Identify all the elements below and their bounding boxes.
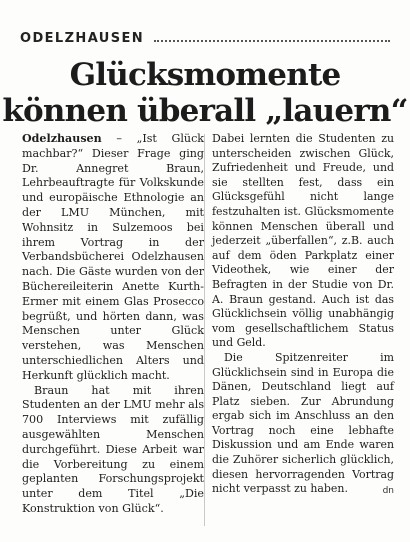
article-paragraph-4 [212, 351, 394, 497]
article-paragraph-2: Braun hat mit ihren Studenten an der LMU mehr als 700 Interviews mit zufällig ausgewählten Menschen durchgeführt. Diese Arbeit war die Vorbereitung zu einem geplanten Forschungsprojekt unter dem Titel „Die Konstruktion von Glück“. [22, 383, 205, 515]
paragraph-4-text: Die Spitzenreiter im Glücklichsein sind in Europa die Dänen, Deutschland liegt auf Platz sieben. Zur Abrundung ergab sich im Anschluss an den Vortrag noch eine lebhafte Diskussion und am Ende waren die Zuhörer sicherlich glücklich, diesen hervorragenden Vortrag nicht verpasst zu haben. [212, 350, 394, 496]
location-kicker: ODELZHAUSEN [20, 30, 145, 46]
author-byline: dn [382, 486, 394, 497]
lead-dateline: Odelzhausen [22, 132, 102, 145]
headline-line-1: Glücksmomente [69, 57, 341, 93]
article-column-right [212, 132, 394, 499]
dotted-rule [154, 40, 390, 42]
article-paragraph-3: Dabei lernten die Studenten zu unterscheiden zwischen Glück, Zufriedenheit und Freude, und sie stellten fest, dass ein Glücksgefühl nicht lange festzuhalten ist. Glücksmomente können Menschen überall und jederzeit „überfallen“, z.B. auch auf dem öden Parkplatz einer Videothek, wie einer der Befragten in der Studie von Dr. A. Braun gestand. Auch ist das Glücklichsein völlig unabhängig vom gesellschaftlichem Status und Geld. [212, 132, 394, 350]
kicker-row [20, 30, 390, 46]
paragraph-1-text: – „Ist Glück machbar?“ Dieser Frage ging Dr. Annegret Braun, Lehrbeauftragte für Volkskunde und europäische Ethnologie an der LMU München, mit Wohnsitz in Sulzemoos bei ihrem Vortrag in der Verbandsbücherei Odelzhausen nach. Die Gäste wurden von der Büchereileiterin Anette Kurth-Ermer mit einem Glas Prosecco begrüßt, und hörten dann, was Menschen unter Glück verstehen, was Menschen unterschiedlichen Alters und Herkunft glücklich macht. [22, 132, 205, 382]
article-paragraph-1 [22, 132, 204, 384]
column-divider [204, 134, 205, 526]
headline-line-2: können überall „lauern“ [2, 93, 408, 129]
article-column-left [22, 132, 204, 517]
